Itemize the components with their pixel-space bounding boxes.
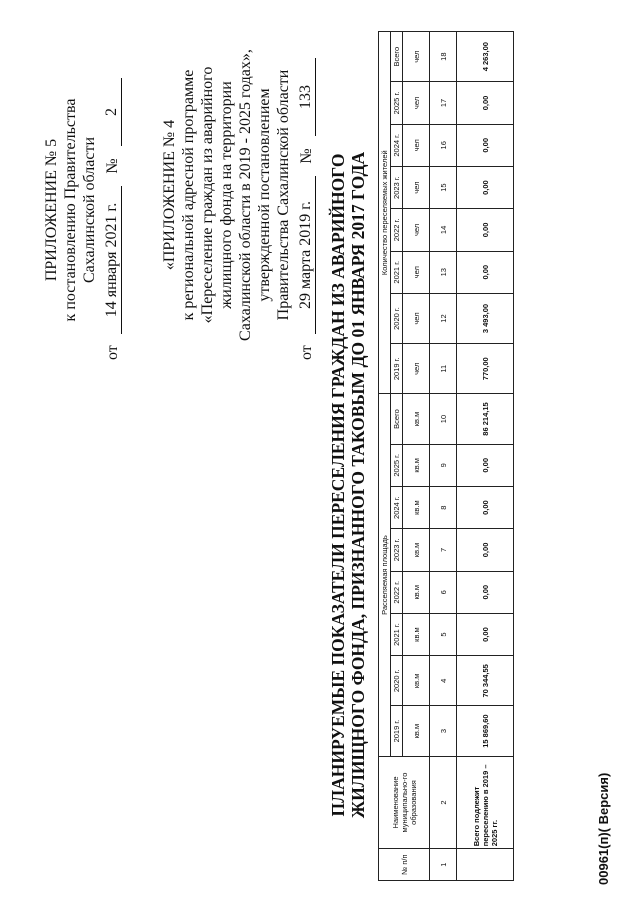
appendix-5-number: 2 [102,78,122,146]
year-people-2024: 2024 г. [391,124,403,166]
column-index: 9 [430,444,457,486]
year-people-2019: 2019 г. [391,344,403,394]
appendix-4-header [160,30,316,360]
appendix-5-title: ПРИЛОЖЕНИЕ № 5 [43,138,60,282]
year-people-2021: 2021 г. [391,251,403,293]
column-index: 5 [430,613,457,655]
table-row-total [457,32,514,881]
total-area-2022: 0,00 [457,571,514,613]
appendix-5-date: 14 января 2021 г. [102,186,122,334]
total-people-2024: 0,00 [457,124,514,166]
column-index: 3 [430,706,457,756]
unit-area: кв.м [403,656,430,706]
year-area-2019: 2019 г. [391,706,403,756]
unit-people: чел [403,251,430,293]
header-row-groups [379,32,391,881]
total-people-2023: 0,00 [457,166,514,208]
column-index: 17 [430,82,457,124]
column-index: 11 [430,344,457,394]
column-index: 4 [430,656,457,706]
column-index: 13 [430,251,457,293]
year-people-2023: 2023 г. [391,166,403,208]
total-area-2021: 0,00 [457,613,514,655]
unit-people: чел [403,293,430,343]
total-area-2023: 0,00 [457,529,514,571]
year-people-2025: 2025 г. [391,82,403,124]
total-area-sum: 86 214,15 [457,394,514,444]
title-line-1: ПЛАНИРУЕМЫЕ ПОКАЗАТЕЛИ ПЕРЕСЕЛЕНИЯ ГРАЖДАН ИЗ АВАРИЙНОГО [328,153,348,817]
header-people-group: Количество переселяемых жителей [379,32,391,394]
indicators-table [378,31,514,881]
column-index: 1 [430,849,457,881]
total-people-2021: 0,00 [457,251,514,293]
unit-people: чел [403,32,430,82]
total-area-2025: 0,00 [457,444,514,486]
year-area-2021: 2021 г. [391,613,403,655]
appendix-4-line-1: к региональной адресной программе [180,69,197,321]
appendix-5-date-row [102,60,122,360]
year-area-2020: 2020 г. [391,656,403,706]
column-index: 2 [430,756,457,849]
appendix-5-line-1: к постановлению Правительства [62,98,79,322]
unit-area: кв.м [403,571,430,613]
unit-area: кв.м [403,529,430,571]
appendix-4-line-2: «Переселение граждан из аварийного [199,66,216,324]
document-title [328,105,368,865]
year-area-total: Всего [391,394,403,444]
appendix-5-header [42,60,122,360]
column-index: 16 [430,124,457,166]
total-no-cell [457,849,514,881]
appendix-4-line-4: Сахалинской области в 2019 - 2025 годах», [237,49,254,341]
unit-area: кв.м [403,613,430,655]
document-code-footer: 00961(п)( Версия) [596,772,611,885]
total-area-2019: 15 869,60 [457,706,514,756]
column-index: 7 [430,529,457,571]
appendix-4-line-6: Правительства Сахалинской области [275,69,292,321]
unit-area: кв.м [403,444,430,486]
unit-people: чел [403,166,430,208]
year-area-2024: 2024 г. [391,486,403,528]
appendix-4-date-row [296,30,316,360]
year-area-2022: 2022 г. [391,571,403,613]
column-index: 15 [430,166,457,208]
appendix-4-from: от [298,345,315,360]
total-people-2025: 0,00 [457,82,514,124]
header-no: № п/п [379,849,430,881]
title-line-2: ЖИЛИЩНОГО ФОНДА, ПРИЗНАННОГО ТАКОВЫМ ДО 01 ЯНВАРЯ 2017 ГОДА [348,151,368,819]
column-index: 8 [430,486,457,528]
appendix-5-no: № [104,158,121,174]
unit-people: чел [403,82,430,124]
total-people-sum: 4 263,00 [457,32,514,82]
year-people-2020: 2020 г. [391,293,403,343]
appendix-4-number: 133 [296,58,316,136]
column-index: 12 [430,293,457,343]
header-row-units [403,32,430,881]
unit-area: кв.м [403,706,430,756]
appendix-4-date: 29 марта 2019 г. [296,176,316,334]
year-people-total: Всего [391,32,403,82]
appendix-5-from: от [104,345,121,360]
appendix-5-line-2: Сахалинской области [81,136,98,284]
column-index: 18 [430,32,457,82]
appendix-4-no: № [298,148,315,164]
total-label: Всего подлежит переселению в 2019 – 2025 гг. [457,756,514,849]
header-row-years [391,32,403,881]
total-people-2022: 0,00 [457,209,514,251]
column-index: 10 [430,394,457,444]
indicators-table-wrapper [378,31,514,881]
total-area-2024: 0,00 [457,486,514,528]
header-name: Наименование муниципально-го образования [379,756,430,849]
total-people-2020: 3 493,00 [457,293,514,343]
unit-people: чел [403,209,430,251]
total-people-2019: 770,00 [457,344,514,394]
appendix-4-title: «ПРИЛОЖЕНИЕ № 4 [161,119,178,271]
column-index: 14 [430,209,457,251]
total-area-2020: 70 344,55 [457,656,514,706]
column-index: 6 [430,571,457,613]
year-area-2025: 2025 г. [391,444,403,486]
unit-area: кв.м [403,394,430,444]
table-row-column-indices [430,32,457,881]
appendix-4-line-3: жилищного фонда на территории [218,81,235,309]
year-area-2023: 2023 г. [391,529,403,571]
header-area-group: Расселяемая площадь [379,394,391,756]
unit-people: чел [403,124,430,166]
unit-people: чел [403,344,430,394]
appendix-4-line-5: утвержденной постановлением [256,88,273,302]
unit-area: кв.м [403,486,430,528]
year-people-2022: 2022 г. [391,209,403,251]
